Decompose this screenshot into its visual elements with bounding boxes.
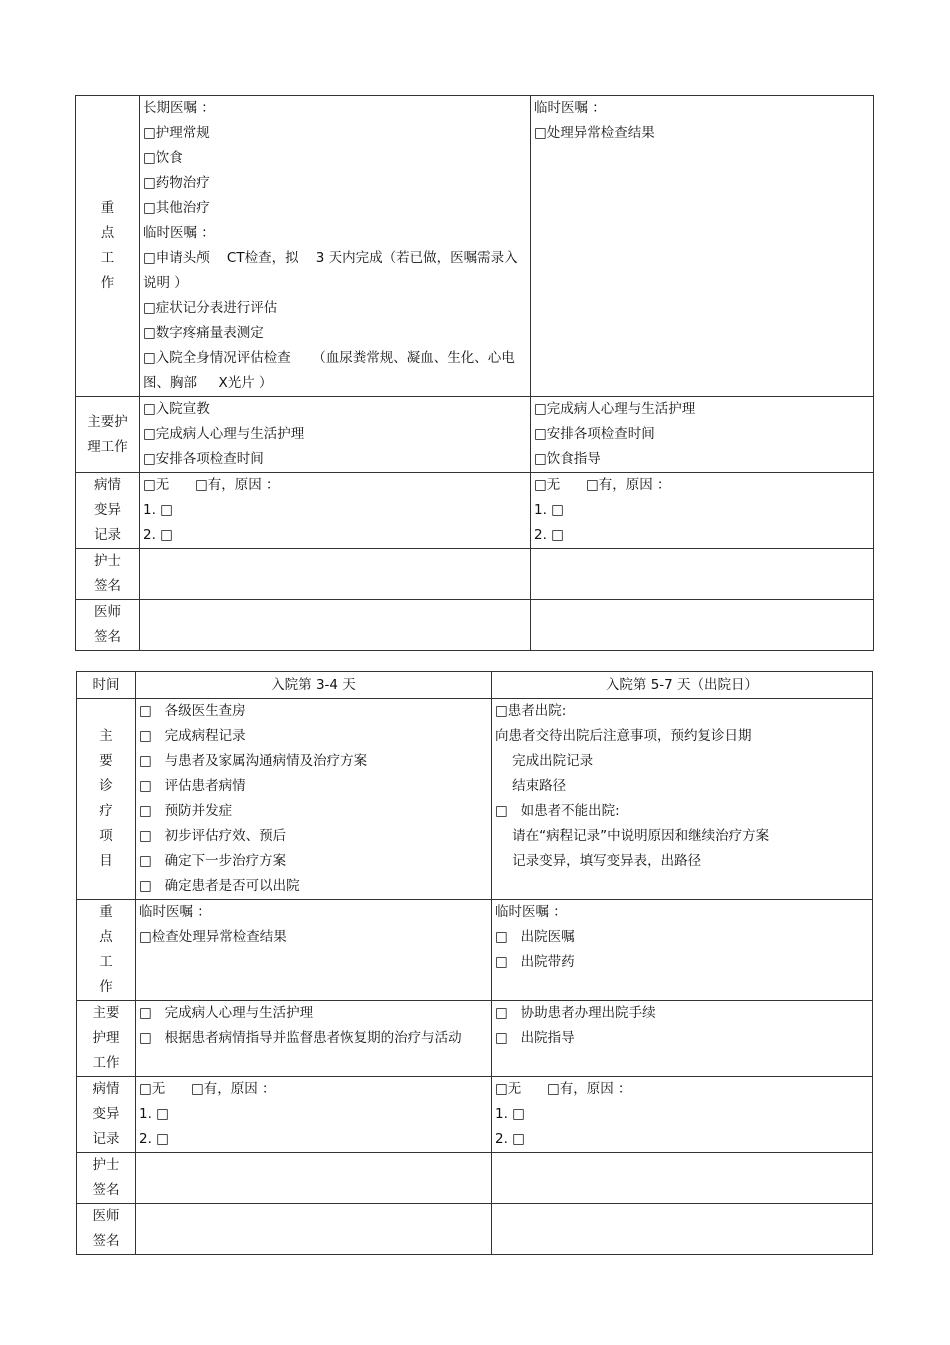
line-item: □安排各项检查时间 (143, 451, 264, 467)
line-item: □ 出院带药 (495, 954, 575, 970)
cell-right (492, 699, 873, 900)
line-item: 请在“病程记录”中说明原因和继续治疗方案 (495, 828, 770, 844)
line-item: □其他治疗 (143, 200, 210, 216)
line-item: □ 评估患者病情 (139, 778, 246, 794)
line-item: 向患者交待出院后注意事项，预约复诊日期 (495, 728, 752, 744)
line-item: 1. □ (139, 1106, 169, 1122)
line-item: □安排各项检查时间 (534, 426, 655, 442)
cell-right (531, 397, 874, 473)
header-day5-7: 入院第 5-7 天（出院日） (492, 672, 873, 699)
row-label: 护士 签名 (76, 549, 140, 600)
cell-left (136, 699, 492, 900)
line-item: □ 如患者不能出院: (495, 803, 620, 819)
cell-right (492, 1001, 873, 1077)
doctor-signature-field[interactable] (140, 600, 531, 651)
row-doctor-sign (77, 1204, 873, 1255)
line-item: □饮食 (143, 150, 183, 166)
row-variation (76, 473, 874, 549)
nurse-signature-field[interactable] (136, 1153, 492, 1204)
row-variation (77, 1077, 873, 1153)
row-label: 主 要 诊 疗 项 目 (77, 699, 136, 900)
row-nurse-sign (76, 549, 874, 600)
row-label: 病情 变异 记录 (76, 473, 140, 549)
cell-left (136, 900, 492, 1001)
line-item: □完成病人心理与生活护理 (143, 426, 305, 442)
line-item: 完成出院记录 (495, 753, 594, 769)
line-item: 1. □ (143, 502, 173, 518)
line-item: □护理常规 (143, 125, 210, 141)
pathway-table-day3-7 (76, 671, 873, 1255)
row-main-items (77, 699, 873, 900)
row-label: 医师 签名 (76, 600, 140, 651)
cell-left (140, 473, 531, 549)
line-item: 2. □ (139, 1131, 169, 1147)
doctor-signature-field[interactable] (531, 600, 874, 651)
line-item: 临时医嘱 ： (143, 225, 215, 241)
header-time: 时间 (77, 672, 136, 699)
line-item: □药物治疗 (143, 175, 210, 191)
nurse-signature-field[interactable] (492, 1153, 873, 1204)
cell-left (136, 1001, 492, 1077)
line-item: □饮食指导 (534, 451, 601, 467)
row-header (77, 672, 873, 699)
line-item: □ 协助患者办理出院手续 (495, 1005, 656, 1021)
cell-right (531, 96, 874, 397)
line-item: □ 确定下一步治疗方案 (139, 853, 287, 869)
line-item: 临时医嘱 ： (139, 904, 211, 920)
line-item: □完成病人心理与生活护理 (534, 401, 696, 417)
line-item: □ 根据患者病情指导并监督患者恢复期的治疗与活动 (139, 1030, 462, 1046)
line-item: □入院全身情况评估检查 （血尿粪常规、凝血、生化、心电图、胸部 X光片 ） (143, 350, 515, 391)
line-item: 2. □ (143, 527, 173, 543)
row-label: 重 点 工 作 (76, 96, 140, 397)
line-item: □入院宣教 (143, 401, 210, 417)
line-item: □ 与患者及家属沟通病情及治疗方案 (139, 753, 368, 769)
row-nursing (77, 1001, 873, 1077)
line-item: □处理异常检查结果 (534, 125, 655, 141)
row-label: 病情 变异 记录 (77, 1077, 136, 1153)
line-item: □无 □有，原因 ： (143, 477, 280, 493)
doctor-signature-field[interactable] (136, 1204, 492, 1255)
line-item: 1. □ (534, 502, 564, 518)
line-item: □ 各级医生查房 (139, 703, 246, 719)
line-item: □患者出院: (495, 703, 567, 719)
cell-right (531, 473, 874, 549)
row-key-work (76, 96, 874, 397)
cell-left (140, 397, 531, 473)
line-item: □ 出院医嘱 (495, 929, 575, 945)
line-item: □ 确定患者是否可以出院 (139, 878, 300, 894)
cell-left (136, 1077, 492, 1153)
row-label: 主要 护理 工作 (77, 1001, 136, 1077)
cell-right (492, 900, 873, 1001)
line-item: 2. □ (495, 1131, 525, 1147)
doctor-signature-field[interactable] (492, 1204, 873, 1255)
line-item: □无 □有，原因 ： (139, 1081, 276, 1097)
line-item: □ 出院指导 (495, 1030, 575, 1046)
line-item: 记录变异，填写变异表，出路径 (495, 853, 702, 869)
line-item: 长期医嘱 ： (143, 100, 215, 116)
line-item: 1. □ (495, 1106, 525, 1122)
row-label: 重 点 工 作 (77, 900, 136, 1001)
line-item: □数字疼痛量表测定 (143, 325, 264, 341)
line-item: □检查处理异常检查结果 (139, 929, 287, 945)
row-key-work (77, 900, 873, 1001)
header-day3-4: 入院第 3-4 天 (136, 672, 492, 699)
line-item: 2. □ (534, 527, 564, 543)
line-item: □ 完成病人心理与生活护理 (139, 1005, 314, 1021)
nurse-signature-field[interactable] (140, 549, 531, 600)
row-label: 医师 签名 (77, 1204, 136, 1255)
cell-left (140, 96, 531, 397)
line-item: 结束路径 (495, 778, 567, 794)
row-label: 护士 签名 (77, 1153, 136, 1204)
row-label: 主要护 理工作 (76, 397, 140, 473)
line-item: □无 □有，原因 ： (534, 477, 671, 493)
pathway-table-day1-2 (75, 95, 874, 651)
line-item: 临时医嘱 ： (495, 904, 567, 920)
row-nurse-sign (77, 1153, 873, 1204)
line-item: □症状记分表进行评估 (143, 300, 278, 316)
row-doctor-sign (76, 600, 874, 651)
line-item: □ 初步评估疗效、预后 (139, 828, 287, 844)
line-item: □ 完成病程记录 (139, 728, 246, 744)
nurse-signature-field[interactable] (531, 549, 874, 600)
row-nursing (76, 397, 874, 473)
line-item: □申请头颅 CT检查，拟 3 天内完成（若已做，医嘱需录入说明 ） (143, 250, 518, 291)
line-item: □ 预防并发症 (139, 803, 233, 819)
line-item: □无 □有，原因 ： (495, 1081, 632, 1097)
cell-right (492, 1077, 873, 1153)
line-item: 临时医嘱 ： (534, 100, 606, 116)
